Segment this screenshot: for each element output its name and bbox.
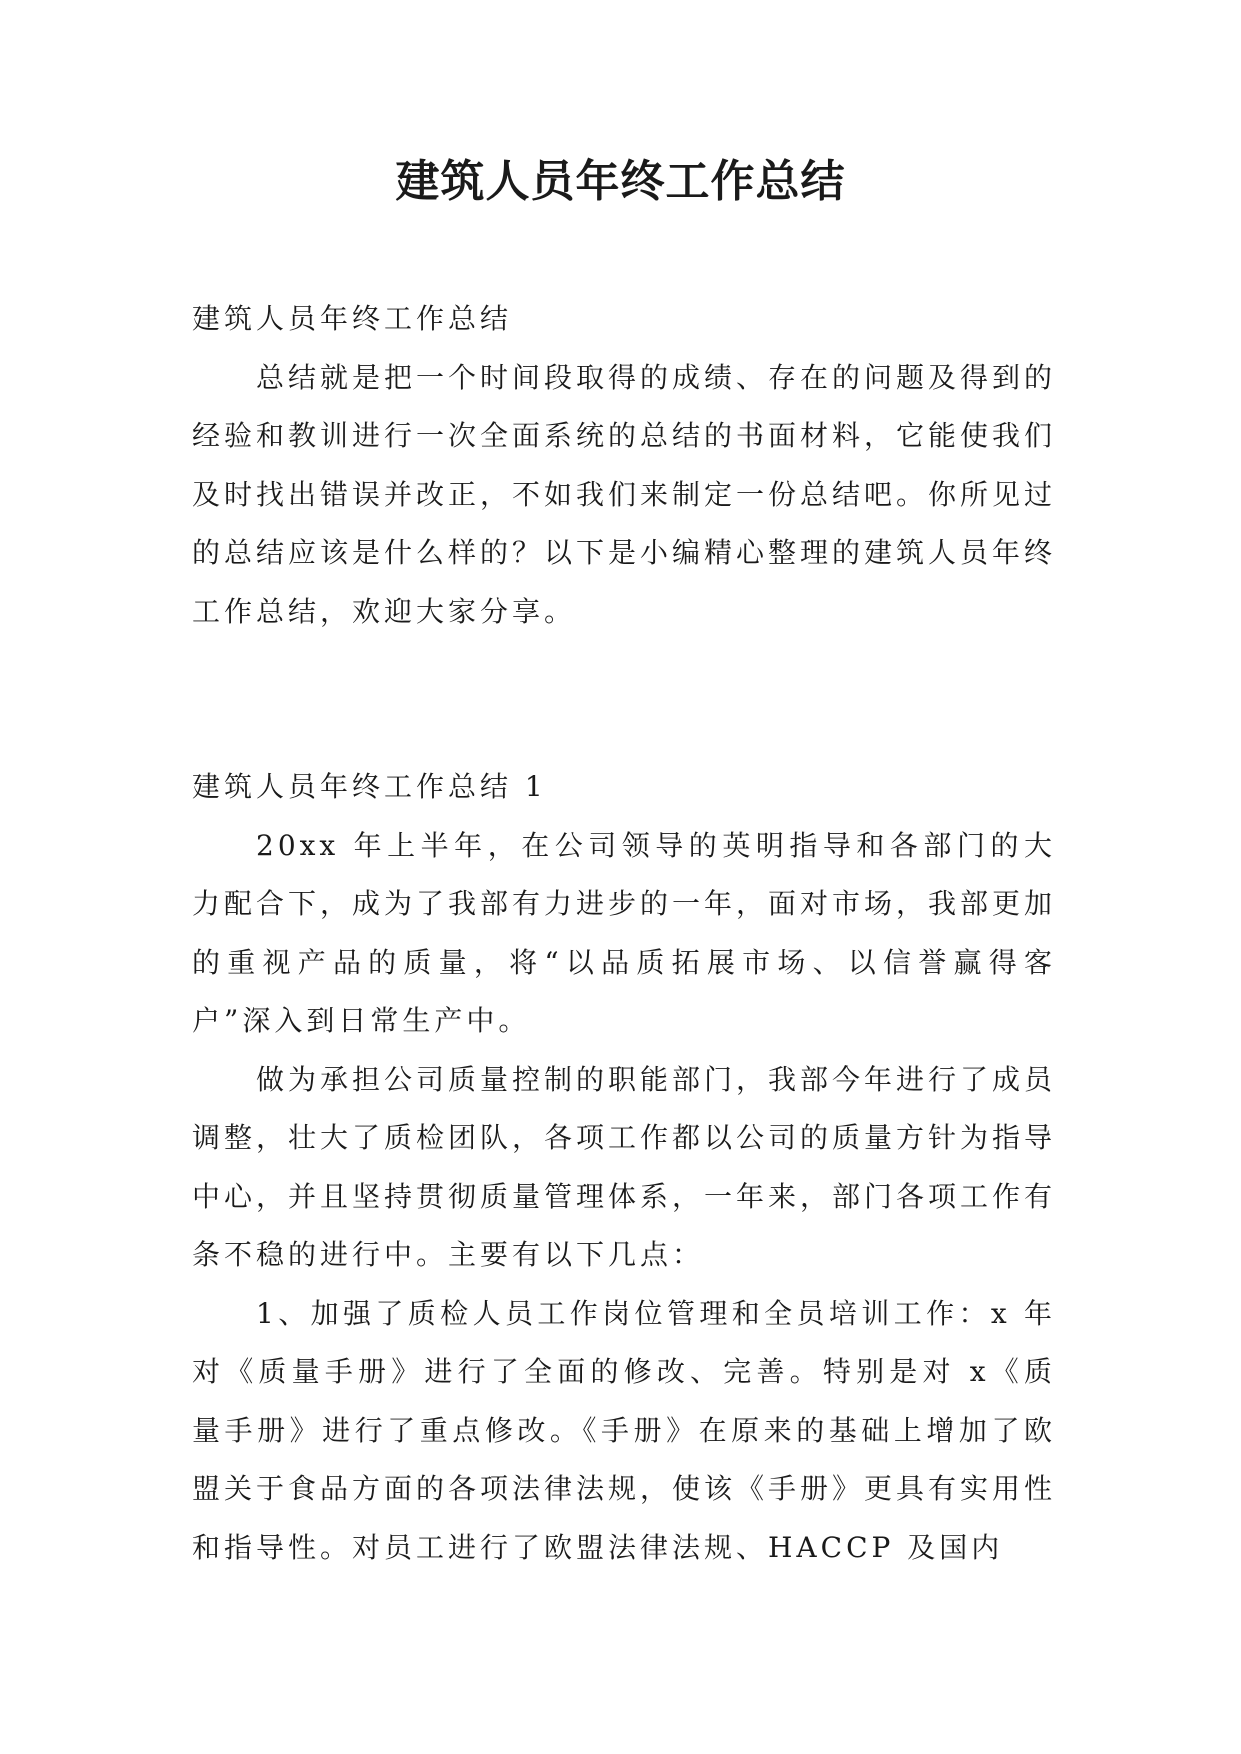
- intro-heading: 建筑人员年终工作总结: [192, 302, 513, 335]
- section-spacer: [192, 641, 1056, 758]
- section-1-heading: 建筑人员年终工作总结 1: [192, 770, 547, 803]
- section-1-paragraph-3: 1、加强了质检人员工作岗位管理和全员培训工作：x 年对《质量手册》进行了全面的修改、完善。特别是对 x《质量手册》进行了重点修改。《手册》在原来的基础上增加了欧盟关于食品方面的各项法律法规，使该《手册》更具有实用性和指导性。对员工进行了欧盟法律法规、HACCP 及国内: [192, 1296, 1057, 1564]
- section-1-paragraph-1: 20xx 年上半年，在公司领导的英明指导和各部门的大力配合下，成为了我部有力进步的一年，面对市场，我部更加的重视产品的质量，将“以品质拓展市场、以信誉赢得客户”深入到日常生产中。: [192, 828, 1057, 1037]
- document-title: 建筑人员年终工作总结: [395, 156, 846, 207]
- document-body: [192, 290, 1056, 1577]
- section-1-paragraph-2: 做为承担公司质量控制的职能部门，我部今年进行了成员调整，壮大了质检团队，各项工作都以公司的质量方针为指导中心，并且坚持贯彻质量管理体系，一年来，部门各项工作有条不稳的进行中。主要有以下几点：: [192, 1062, 1057, 1271]
- intro-paragraph: 总结就是把一个时间段取得的成绩、存在的问题及得到的经验和教训进行一次全面系统的总结的书面材料，它能使我们及时找出错误并改正，不如我们来制定一份总结吧。你所见过的总结应该是什么样的？以下是小编精心整理的建筑人员年终工作总结，欢迎大家分享。: [192, 360, 1057, 628]
